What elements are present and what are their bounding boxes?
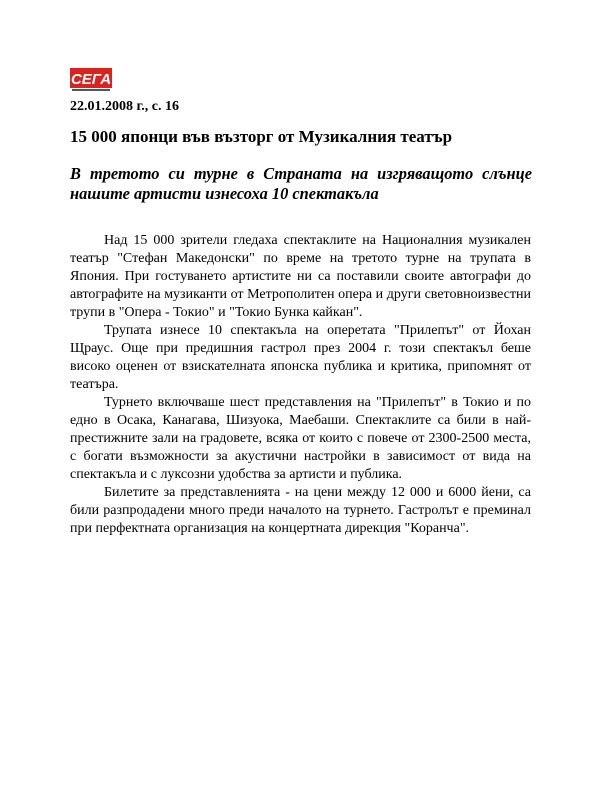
sega-logo-icon <box>70 68 112 92</box>
article-paragraph: Над 15 000 зрители гледаха спектаклите на Националния музикален театър "Стефан Македонски" по време на третото турне на трупата в Япония. При гостуването артистите ни са поставили своите автографи до автографите на музиканти от Метрополитен опера и други световноизвестни трупи в "Опера - Токио" и "Токио Бунка кайкан". <box>70 233 531 320</box>
svg-text:СЕГА: СЕГА <box>70 71 112 88</box>
article-paragraph: Турнето включваше шест представления на "Прилепът" в Токио и по едно в Осака, Канагава, Шизуока, Маебаши. Спектаклите са били в най-престижните зали на градовете, всяка от които с повече от 2300-2500 места, с богати възможности за акустични настройки в зависимост от вида на спектакъла и с луксозни удобства за артисти и публика. <box>70 395 531 482</box>
article-body <box>70 232 531 538</box>
newspaper-logo <box>70 68 112 92</box>
article-headline: 15 000 японци във възторг от Музикалния театър <box>70 127 453 146</box>
article-paragraph: Трупата изнесе 10 спектакъла на оперетата "Прилепът" от Йохан Щраус. Още при предишния гастрол през 2004 г. този спектакъл беше високо оценен от взискателната японска публика и критика, припомнят от театъра. <box>70 323 531 392</box>
article-subheadline: В третото си турне в Страната на изгряващото слънце нашите артисти изнесоха 10 спектакъла <box>70 164 532 203</box>
publication-date: 22.01.2008 г., с. 16 <box>70 99 179 114</box>
article-paragraph: Билетите за представленията - на цени между 12 000 и 6000 йени, са били разпродадени много преди началото на турнето. Гастролът е преминал при перфектната организация на концертната дирекция "Коранча". <box>70 485 531 536</box>
